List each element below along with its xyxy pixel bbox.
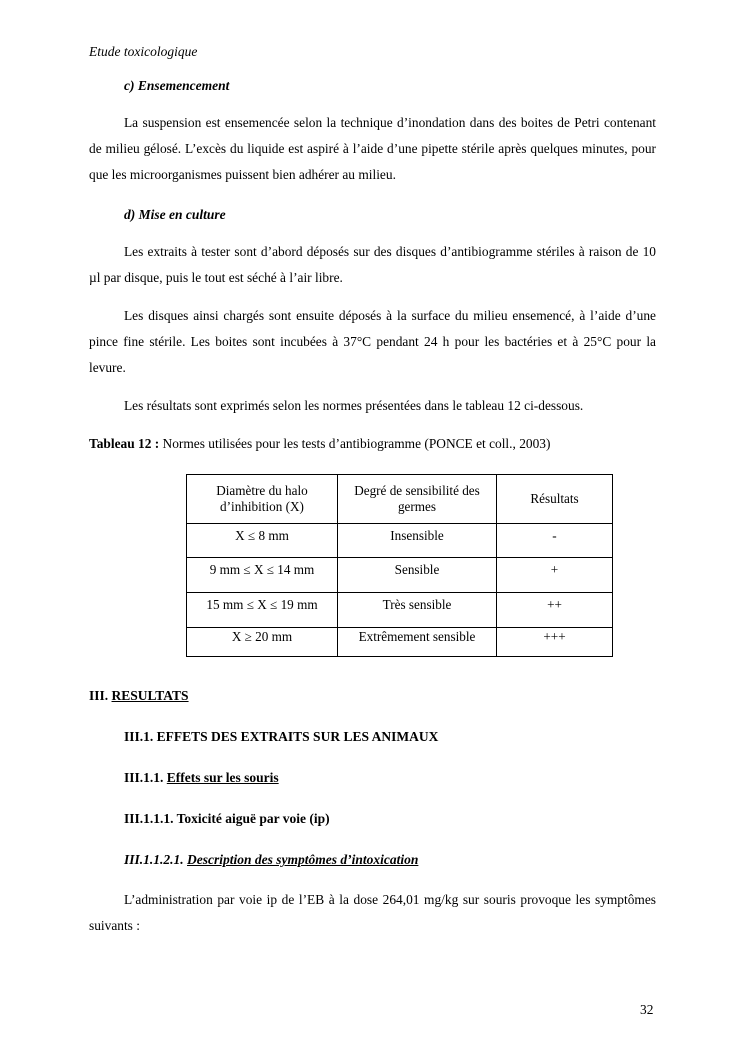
- table-cell: Extrêmement sensible: [338, 628, 497, 657]
- heading-title: Description des symptômes d’intoxication: [187, 852, 419, 867]
- heading-effets-souris: [124, 770, 279, 786]
- paragraph-resultats-normes: Les résultats sont exprimés selon les normes présentées dans le tableau 12 ci-dessous.: [124, 398, 584, 413]
- table-cell: Très sensible: [338, 593, 497, 628]
- subsection-title-mise-en-culture: d) Mise en culture: [124, 207, 226, 222]
- table-cell: ++: [497, 593, 613, 628]
- table-cell: Insensible: [338, 524, 497, 558]
- subsection-title-ensemencement: c) Ensemencement: [124, 78, 230, 93]
- running-header: Etude toxicologique: [89, 44, 198, 59]
- page-number: 32: [640, 1002, 654, 1017]
- paragraph-ensemencement: La suspension est ensemencée selon la technique d’inondation dans des boites de Petri contenant de milieu gélosé. L’excès du liquide est aspiré à l’aide d’une pipette stérile après quelques minutes, pour que les microorganismes puissent bien adhérer au milieu.: [89, 115, 656, 182]
- table-caption: [89, 436, 550, 452]
- heading-number: III.1.1.: [124, 770, 167, 785]
- paragraph-disques: Les disques ainsi chargés sont ensuite déposés à la surface du milieu ensemencé, à l’aide d’une pince fine stérile. Les boites sont incubées à 37°C pendant 24 h pour les bactéries et à 25°C pour la levure.: [89, 308, 656, 375]
- table-cell: X ≥ 20 mm: [187, 628, 338, 657]
- table-caption-text: Normes utilisées pour les tests d’antibiogramme (PONCE et coll., 2003): [159, 436, 551, 451]
- table-cell: 15 mm ≤ X ≤ 19 mm: [187, 593, 338, 628]
- column-header: Diamètre du halo d’inhibition (X): [187, 475, 338, 524]
- paragraph-administration: L’administration par voie ip de l’EB à la dose 264,01 mg/kg sur souris provoque les symptômes suivants :: [89, 892, 656, 933]
- table-caption-label: Tableau 12 :: [89, 436, 160, 451]
- table-cell: 9 mm ≤ X ≤ 14 mm: [187, 558, 338, 593]
- heading-effets-extraits: III.1. EFFETS DES EXTRAITS SUR LES ANIMAUX: [124, 729, 439, 744]
- table-row: [187, 558, 613, 593]
- heading-number: III.1.1.2.1.: [124, 852, 188, 867]
- table-row: [187, 593, 613, 628]
- table-cell: +++: [497, 628, 613, 657]
- paragraph-extraits: Les extraits à tester sont d’abord déposés sur des disques d’antibiogramme stériles à raison de 10 µl par disque, puis le tout est séché à l’air libre.: [89, 244, 656, 285]
- table-cell: Sensible: [338, 558, 497, 593]
- table-cell: +: [497, 558, 613, 593]
- table-row: [187, 628, 613, 657]
- column-header: Degré de sensibilité des germes: [338, 475, 497, 524]
- heading-description-symptomes: [124, 852, 418, 868]
- column-header: Résultats: [497, 475, 613, 524]
- section-heading-number: III.: [89, 688, 112, 703]
- table-row: [187, 524, 613, 558]
- section-heading-title: RESULTATS: [111, 688, 189, 703]
- section-heading-resultats: [89, 688, 189, 704]
- antibiogram-norms-table: [186, 474, 613, 657]
- table-cell: X ≤ 8 mm: [187, 524, 338, 558]
- table-header-row: [187, 475, 613, 524]
- heading-toxicite-aigue: III.1.1.1. Toxicité aiguë par voie (ip): [124, 811, 330, 826]
- heading-title: Effets sur les souris: [166, 770, 279, 785]
- table-cell: -: [497, 524, 613, 558]
